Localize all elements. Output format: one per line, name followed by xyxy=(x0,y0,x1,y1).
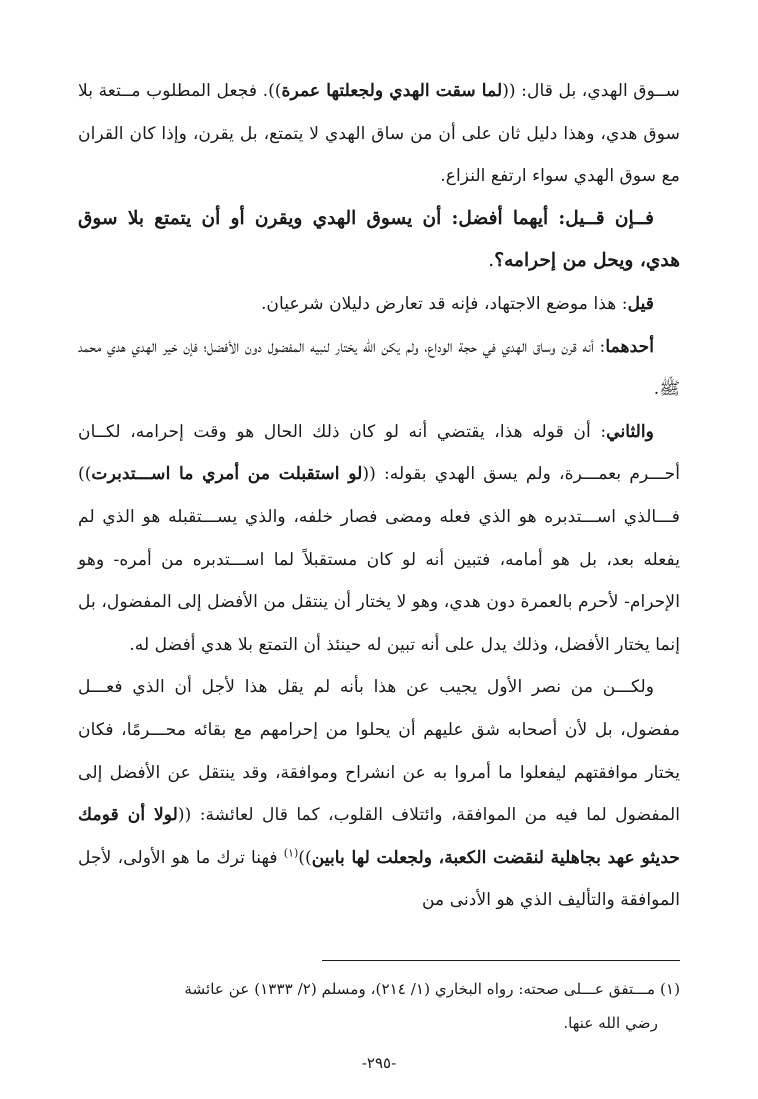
second-evidence-paragraph: والثاني: أن قوله هذا، يقتضي أنه لو كان ذلك الحال هو وقت إحرامه، لكــان أحـــرم بعمـــرة، ولم يسق الهدي بقوله: ((لو استقبلت من أمري ما اســـتدبرت)) فـــالذي اســـتدبره هو الذي فعله ومضى فصار خلفه، والذي يســـتقبله هو الذي لم يفعله بعد، بل هو أمامه، فتبين أنه لو كان مستقبلاً لما اســـتدبره من أمره- وهو الإحرام- لأحرم بالعمرة دون هدي، وهو لا يختار أن ينتقل من الأفضل إلى المفضول، بل إنما يختار الأفضل، وذلك يدل على أنه تبين له حينئذ أن التمتع بلا هدي أفضل له. xyxy=(78,421,680,655)
page-body xyxy=(78,70,680,922)
second-evidence-label: والثاني xyxy=(606,421,654,442)
hadith-quote-kaaba: لولا أن قومك حديثو عهد بجاهلية لنقضت الكعبة، ولجعلت لها بابين xyxy=(78,805,680,868)
first-evidence-label: أحدهما xyxy=(605,336,654,357)
answer-label: قيل xyxy=(627,293,654,314)
footnote-line: (١) مـــتفق عـــلى صحته: رواه البخاري (١/ ٢١٤)، ومسلم (٢/ ١٣٣٣) عن عائشة xyxy=(184,980,680,998)
footnote xyxy=(78,972,680,1040)
answer-paragraph: قيل: هذا موضع الاجتهاد، فإنه قد تعارض دليلان شرعيان. xyxy=(260,293,654,314)
hadith-quote-umrah: لما سقت الهدي ولجعلتها عمرة xyxy=(281,81,503,101)
rebuttal-paragraph: ولكـــن من نصر الأول يجيب عن هذا بأنه لم يقل هذا لأجل أن الذي فعـــل مفضول، بل لأن أصحابه شق عليهم أن يحلوا من إحرامهم مع بقائه محـــرمًا، فكان يختار موافقتهم ليفعلوا ما أمروا به عن انشراح وموافقة، وقد ينتقل عن الأفضل إلى المفضول لما فيه من الموافقة، وائتلاف القلوب، كما قال لعائشة: ((لولا أن قومك حديثو عهد بجاهلية لنقضت الكعبة، ولجعلت لها بابين))$^{(١)}$ فهنا ترك ما هو الأولى، لأجل الموافقة والتأليف الذي هو الأدنى من xyxy=(78,677,680,911)
paragraph-hady-qiran: ســوق الهدي، بل قال: ((لما سقت الهدي ولجعلتها عمرة)). فجعل المطلوب مــتعة بلا سوق هدي، وهذا دليل ثان على أن من ساق الهدي لا يتمتع، بل يقرن، وإذا كان القران مع سوق الهدي سواء ارتفع النزاع. xyxy=(78,81,680,187)
question-paragraph: فــإن قــيل: أيهما أفضل: أن يسوق الهدي ويقرن أو أن يتمتع بلا سوق هدي، ويحل من إحرامه؟. xyxy=(78,207,680,272)
hadith-quote-istaqbalt: لو استقبلت من أمري ما اســـتدبرت xyxy=(91,464,363,485)
footnote-line: رضي الله عنها. xyxy=(563,1014,658,1032)
footnote-divider xyxy=(322,960,680,961)
question-text: فــإن قــيل: أيهما أفضل: أن يسوق الهدي ويقرن أو أن يتمتع بلا سوق هدي، ويحل من إحرامه؟ xyxy=(78,207,680,272)
page-number: -٢٩٥- xyxy=(361,1054,397,1072)
first-evidence-paragraph: أحدهما: أنه قرن وساق الهدي في حجة الوداع، ولم يكن الله يختار لنبيه المفضول دون الأفضل؛ فإن خير الهدي هدي محمد ﷺ. xyxy=(78,336,680,400)
footnote-reference[interactable]: (١) xyxy=(283,845,299,859)
